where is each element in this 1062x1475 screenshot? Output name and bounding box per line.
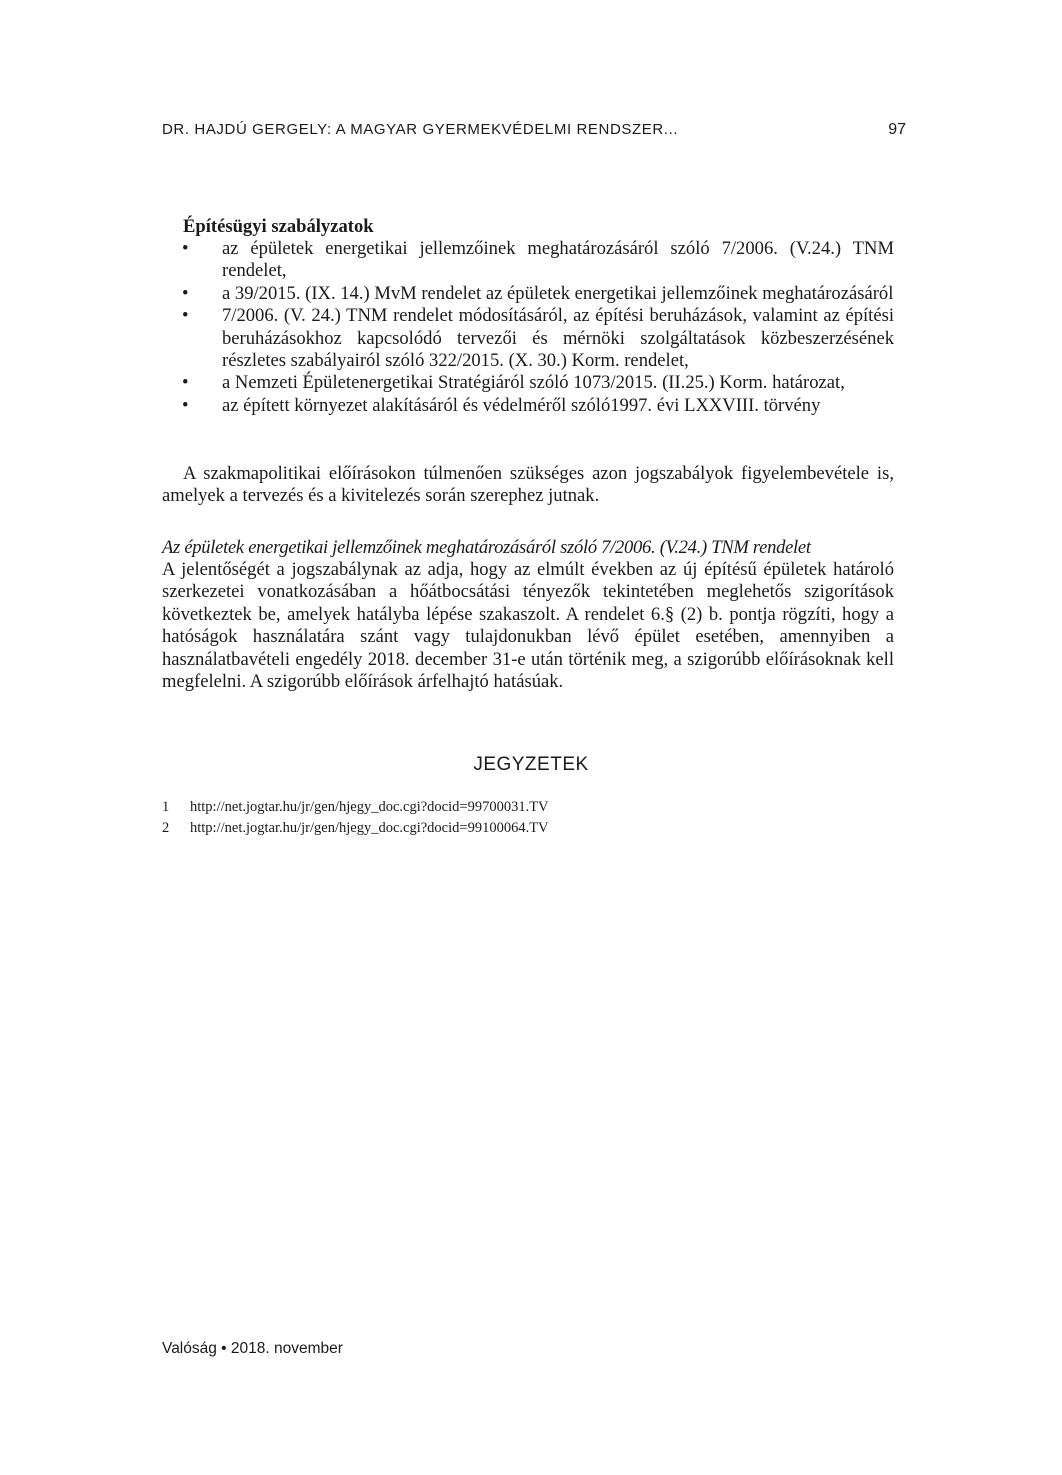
bullet-icon: • (182, 394, 189, 416)
list-item-text: az épített környezet alakításáról és védelméről szóló1997. évi LXXVIII. törvény (222, 394, 821, 416)
note-link[interactable]: http://net.jogtar.hu/jr/gen/hjegy_doc.cgi?docid=99700031.TV (190, 799, 549, 815)
bullet-icon: • (182, 372, 189, 394)
page-footer: Valóság • 2018. november (162, 1340, 343, 1357)
bullet-icon: • (182, 238, 189, 259)
notes-heading: JEGYZETEK (473, 754, 589, 775)
regulation-paragraph: A jelentőségét a jogszabálynak az adja, hogy az elmúlt években az új építésű épületek határoló szerkezetei vonatkozásában a hőátbocsátási tényezők tekintetében meglehetős szigorítások következtek be, amelyek hatályba lépése szakaszolt. A rendelet 6.§ (2) b. pontja rögzíti, hogy a hatóságok használatára szánt vagy tulajdonukban lévő épület esetében, amennyiben a használatbavételi engedély 2018. december 31-e után történik meg, a szigorúbb előírásoknak kell megfelelni. A szigorúbb előírások árfelhajtó hatásúak. (162, 559, 894, 693)
note-link[interactable]: http://net.jogtar.hu/jr/gen/hjegy_doc.cgi?docid=99100064.TV (190, 820, 549, 836)
list-item (162, 283, 894, 305)
list-item (162, 395, 894, 417)
running-title: DR. HAJDÚ GERGELY: A MAGYAR GYERMEKVÉDELMI RENDSZER... (162, 121, 679, 138)
bullet-icon: • (182, 305, 189, 327)
bullet-icon: • (182, 282, 189, 304)
regulation-heading: Az épületek energetikai jellemzőinek meghatározásáról szóló 7/2006. (V.24.) TNM rendelet (162, 537, 811, 558)
note-number: 1 (162, 799, 170, 815)
list-item-text: 7/2006. (V. 24.) TNM rendelet módosításáról, az építési beruházások, valamint az építési beruházásokhoz kapcsolódó tervezői és mérnöki szolgáltatások közbeszerzésének részletes szabályairól szóló 322/2015. (X. 30.) Korm. rendelet, (222, 305, 894, 372)
list-item (162, 238, 894, 283)
section-heading: Építésügyi szabályzatok (183, 216, 374, 237)
list-item-text: a Nemzeti Épületenergetikai Stratégiáról szóló 1073/2015. (II.25.) Korm. határozat, (222, 372, 845, 394)
note-item (162, 818, 894, 839)
notes-list (162, 797, 894, 839)
intro-paragraph: A szakmapolitikai előírásokon túlmenően szükséges azon jogszabályok figyelembevétele is, amelyek a tervezés és a kivitelezés során szerephez jutnak. (162, 463, 894, 507)
list-item-text: a 39/2015. (IX. 14.) MvM rendelet az épületek energetikai jellemzőinek meghatározásáról (222, 282, 894, 304)
note-number: 2 (162, 820, 170, 836)
note-item (162, 797, 894, 818)
regulation-list (162, 238, 894, 417)
list-item (162, 372, 894, 394)
page-number: 97 (888, 121, 906, 138)
running-head (162, 121, 906, 143)
list-item (162, 305, 894, 372)
list-item-text: az épületek energetikai jellemzőinek meghatározásáról szóló 7/2006. (V.24.) TNM rendelet, (222, 238, 894, 282)
